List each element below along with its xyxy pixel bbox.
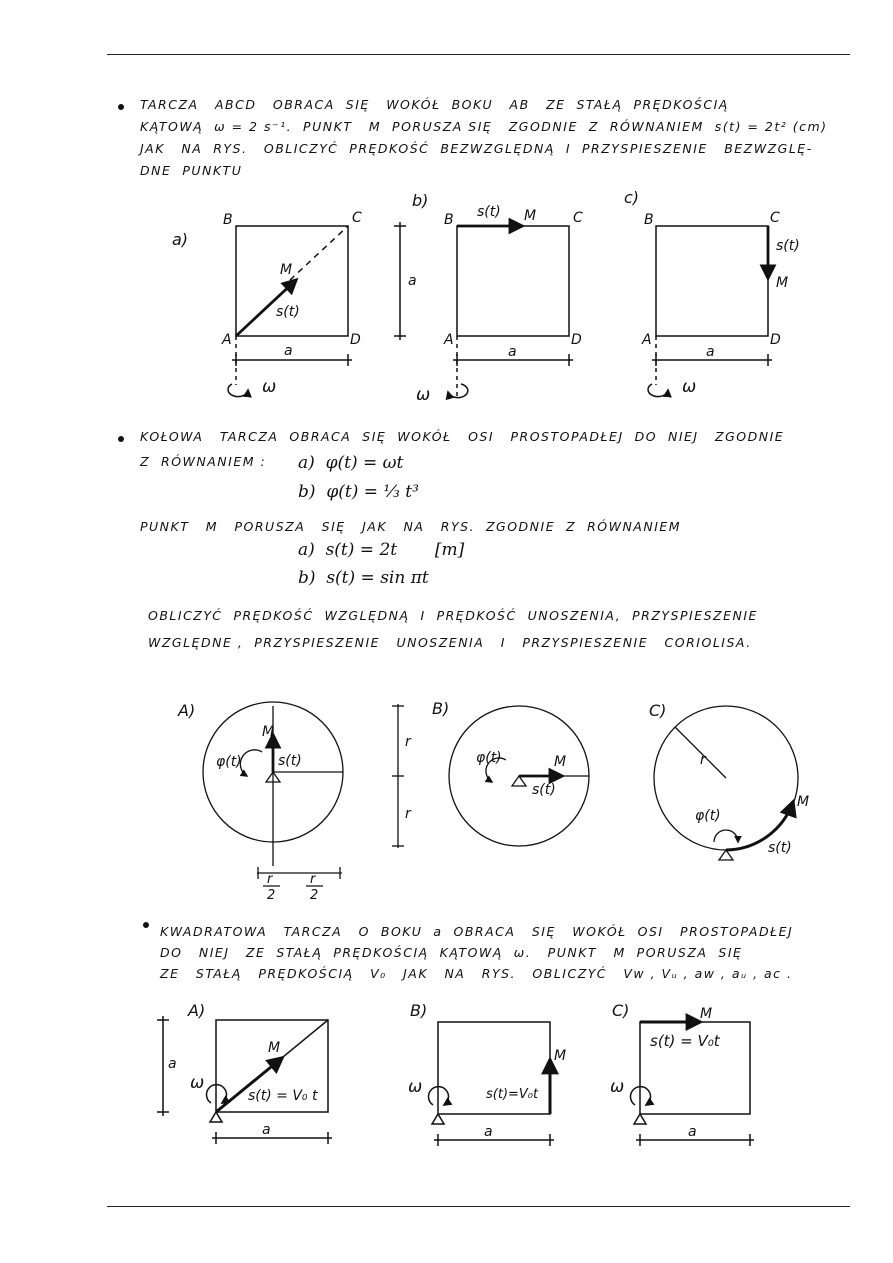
problem-2-line-2: Z RÓWNANIEM : (140, 454, 267, 469)
p1b-label-dim-w: a (508, 344, 517, 360)
p1b-label-M: M (524, 208, 537, 224)
p2-figure-a (177, 701, 343, 903)
p1c-label-C: C (770, 210, 780, 226)
p1a-label-C: C (352, 210, 362, 226)
s-equation-b: b) s(t) = sin πt (298, 568, 429, 588)
p1a-label-omega: ω (262, 377, 277, 397)
p1a-label-dim: a (284, 343, 293, 359)
p2c-support-pin (719, 850, 733, 860)
p1c-label-D: D (770, 332, 781, 348)
problem-3-line-1: KWADRATOWA TARCZA O BOKU a OBRACA SIĘ WOKÓŁ OSI PROSTOPADŁEJ (160, 924, 794, 939)
p1c-square (656, 226, 768, 336)
p3a-support-pin (210, 1112, 222, 1122)
problem-3-line-3: ZE STAŁĄ PRĘDKOŚCIĄ V₀ JAK NA RYS. OBLICZYĆ Vᴡ , Vᵤ , aᴡ , aᵤ , aᴄ . (160, 966, 793, 981)
p1b-label-C: C (573, 210, 583, 226)
p1c-label-s: s(t) (776, 238, 800, 254)
problem-3-line-2: DO NIEJ ZE STAŁĄ PRĘDKOŚCIĄ KĄTOWĄ ω. PUNKT M PORUSZA SIĘ (160, 945, 743, 960)
problem-1-line-1: TARCZA ABCD OBRACA SIĘ WOKÓŁ BOKU AB ZE STAŁĄ PRĘDKOŚCIĄ (140, 97, 729, 112)
p3a-label-dim-w: a (262, 1122, 271, 1138)
p3a-label-dim-h: a (168, 1056, 177, 1072)
p1c-label-dim: a (706, 344, 715, 360)
p1b-label-dim-h: a (408, 273, 417, 289)
p2-figure-b (392, 699, 589, 848)
p3-figure-a (157, 1001, 332, 1144)
p2b-tag: B) (432, 699, 450, 718)
p2b-label-r-top: r (405, 734, 411, 750)
p1a-omega-arrow (228, 384, 248, 397)
p1-figure-b (394, 191, 583, 405)
p3a-label-omega: ω (190, 1073, 205, 1093)
p3-figure-b (408, 1001, 566, 1146)
p1b-square (457, 226, 569, 336)
problem-2-line-4: OBLICZYĆ PRĘDKOŚĆ WZGLĘDNĄ I PRĘDKOŚĆ UNOSZENIA, PRZYSPIESZENIE (148, 608, 758, 623)
p3-figure-c (610, 1001, 754, 1146)
p1a-label-s: s(t) (276, 304, 300, 320)
p2c-tag: C) (649, 701, 667, 720)
p2a-label-half-den-left: 2 (267, 888, 276, 903)
phi-equation-a: a) φ(t) = ωt (298, 453, 404, 473)
problem-1-line-3: JAK NA RYS. OBLICZYĆ PRĘDKOŚĆ BEZWZGLĘDNĄ I PRZYSPIESZENIE BEZWZGLĘ- (140, 141, 813, 156)
p1b-label-A: A (444, 332, 454, 348)
p1-figure-a (172, 210, 362, 397)
p2b-label-phi: φ(t) (476, 750, 502, 766)
p3c-tag: C) (612, 1001, 630, 1020)
p1a-tag: a) (172, 230, 189, 249)
p3c-label-dim-w: a (688, 1124, 697, 1140)
p2c-label-M: M (797, 794, 810, 810)
p2c-label-s: s(t) (768, 840, 792, 856)
p1a-label-D: D (350, 332, 361, 348)
p1c-tag: c) (624, 188, 640, 207)
p1c-label-B: B (644, 212, 654, 228)
problem-1-line-2: KĄTOWĄ ω = 2 s⁻¹. PUNKT M PORUSZA SIĘ ZGODNIE Z RÓWNANIEM s(t) = 2t² (cm) (140, 119, 828, 134)
problem-2-line-5: WZGLĘDNE , PRZYSPIESZENIE UNOSZENIA I PRZYSPIESZENIE CORIOLISA. (148, 635, 752, 650)
p1b-label-D: D (571, 332, 582, 348)
p2b-label-r-bottom: r (405, 806, 411, 822)
p1b-label-s: s(t) (477, 204, 501, 220)
p3c-label-M: M (700, 1006, 713, 1022)
p1b-label-omega: ω (416, 385, 431, 405)
p1b-omega-arrow (448, 384, 468, 398)
p2a-label-s: s(t) (278, 753, 302, 769)
p3a-label-s: s(t) = V₀ t (248, 1088, 318, 1104)
p1c-omega-arrow (648, 384, 668, 397)
p2c-phi-arrow (714, 830, 738, 842)
p2a-phi-arrow (240, 750, 262, 776)
p2b-label-s: s(t) (532, 782, 556, 798)
p2a-tag: A) (178, 701, 196, 720)
p2a-label-half-num-right: r (310, 872, 316, 887)
p1c-label-omega: ω (682, 377, 697, 397)
p3a-label-M: M (268, 1040, 281, 1056)
s-equation-a: a) s(t) = 2t [m] (298, 540, 465, 560)
p3a-tag: A) (188, 1001, 206, 1020)
p3c-label-s: s(t) = V₀t (650, 1032, 720, 1050)
p2a-label-phi: φ(t) (216, 754, 242, 770)
p3b-label-s: s(t)=V₀t (486, 1087, 539, 1102)
phi-equation-b: b) φ(t) = ⅓ t³ (298, 482, 419, 502)
p1c-label-A: A (642, 332, 652, 348)
p3c-label-omega: ω (610, 1077, 625, 1097)
p1a-label-A: A (222, 332, 232, 348)
p2b-support-pin (512, 776, 526, 786)
p2a-label-half-num-left: r (267, 872, 273, 887)
p3c-support-pin (634, 1114, 646, 1124)
p3b-label-M: M (554, 1048, 567, 1064)
p3b-label-omega: ω (408, 1077, 423, 1097)
p3b-support-pin (432, 1114, 444, 1124)
p1c-label-M: M (776, 275, 789, 291)
p2b-label-M: M (554, 754, 567, 770)
problem-1-line-4: DNE PUNKTU (140, 163, 243, 178)
p1b-tag: b) (412, 191, 429, 210)
p2-figure-c (649, 701, 809, 860)
p2c-label-r: r (700, 752, 706, 768)
p1-figure-c (624, 188, 800, 397)
p3b-label-dim-w: a (484, 1124, 493, 1140)
p1a-diagonal-dashed (290, 226, 348, 280)
p2c-label-phi: φ(t) (695, 808, 721, 824)
p1a-label-M: M (280, 262, 293, 278)
p1a-label-B: B (223, 212, 233, 228)
p2a-label-half-den-right: 2 (310, 888, 319, 903)
problem-2-line-3: PUNKT M PORUSZA SIĘ JAK NA RYS. ZGODNIE Z RÓWNANIEM (140, 519, 682, 534)
p3b-tag: B) (410, 1001, 428, 1020)
p2a-label-M: M (262, 724, 275, 740)
p1b-label-B: B (444, 212, 454, 228)
problem-2-line-1: KOŁOWA TARCZA OBRACA SIĘ WOKÓŁ OSI PROSTOPADŁEJ DO NIEJ ZGODNIE (140, 429, 785, 444)
